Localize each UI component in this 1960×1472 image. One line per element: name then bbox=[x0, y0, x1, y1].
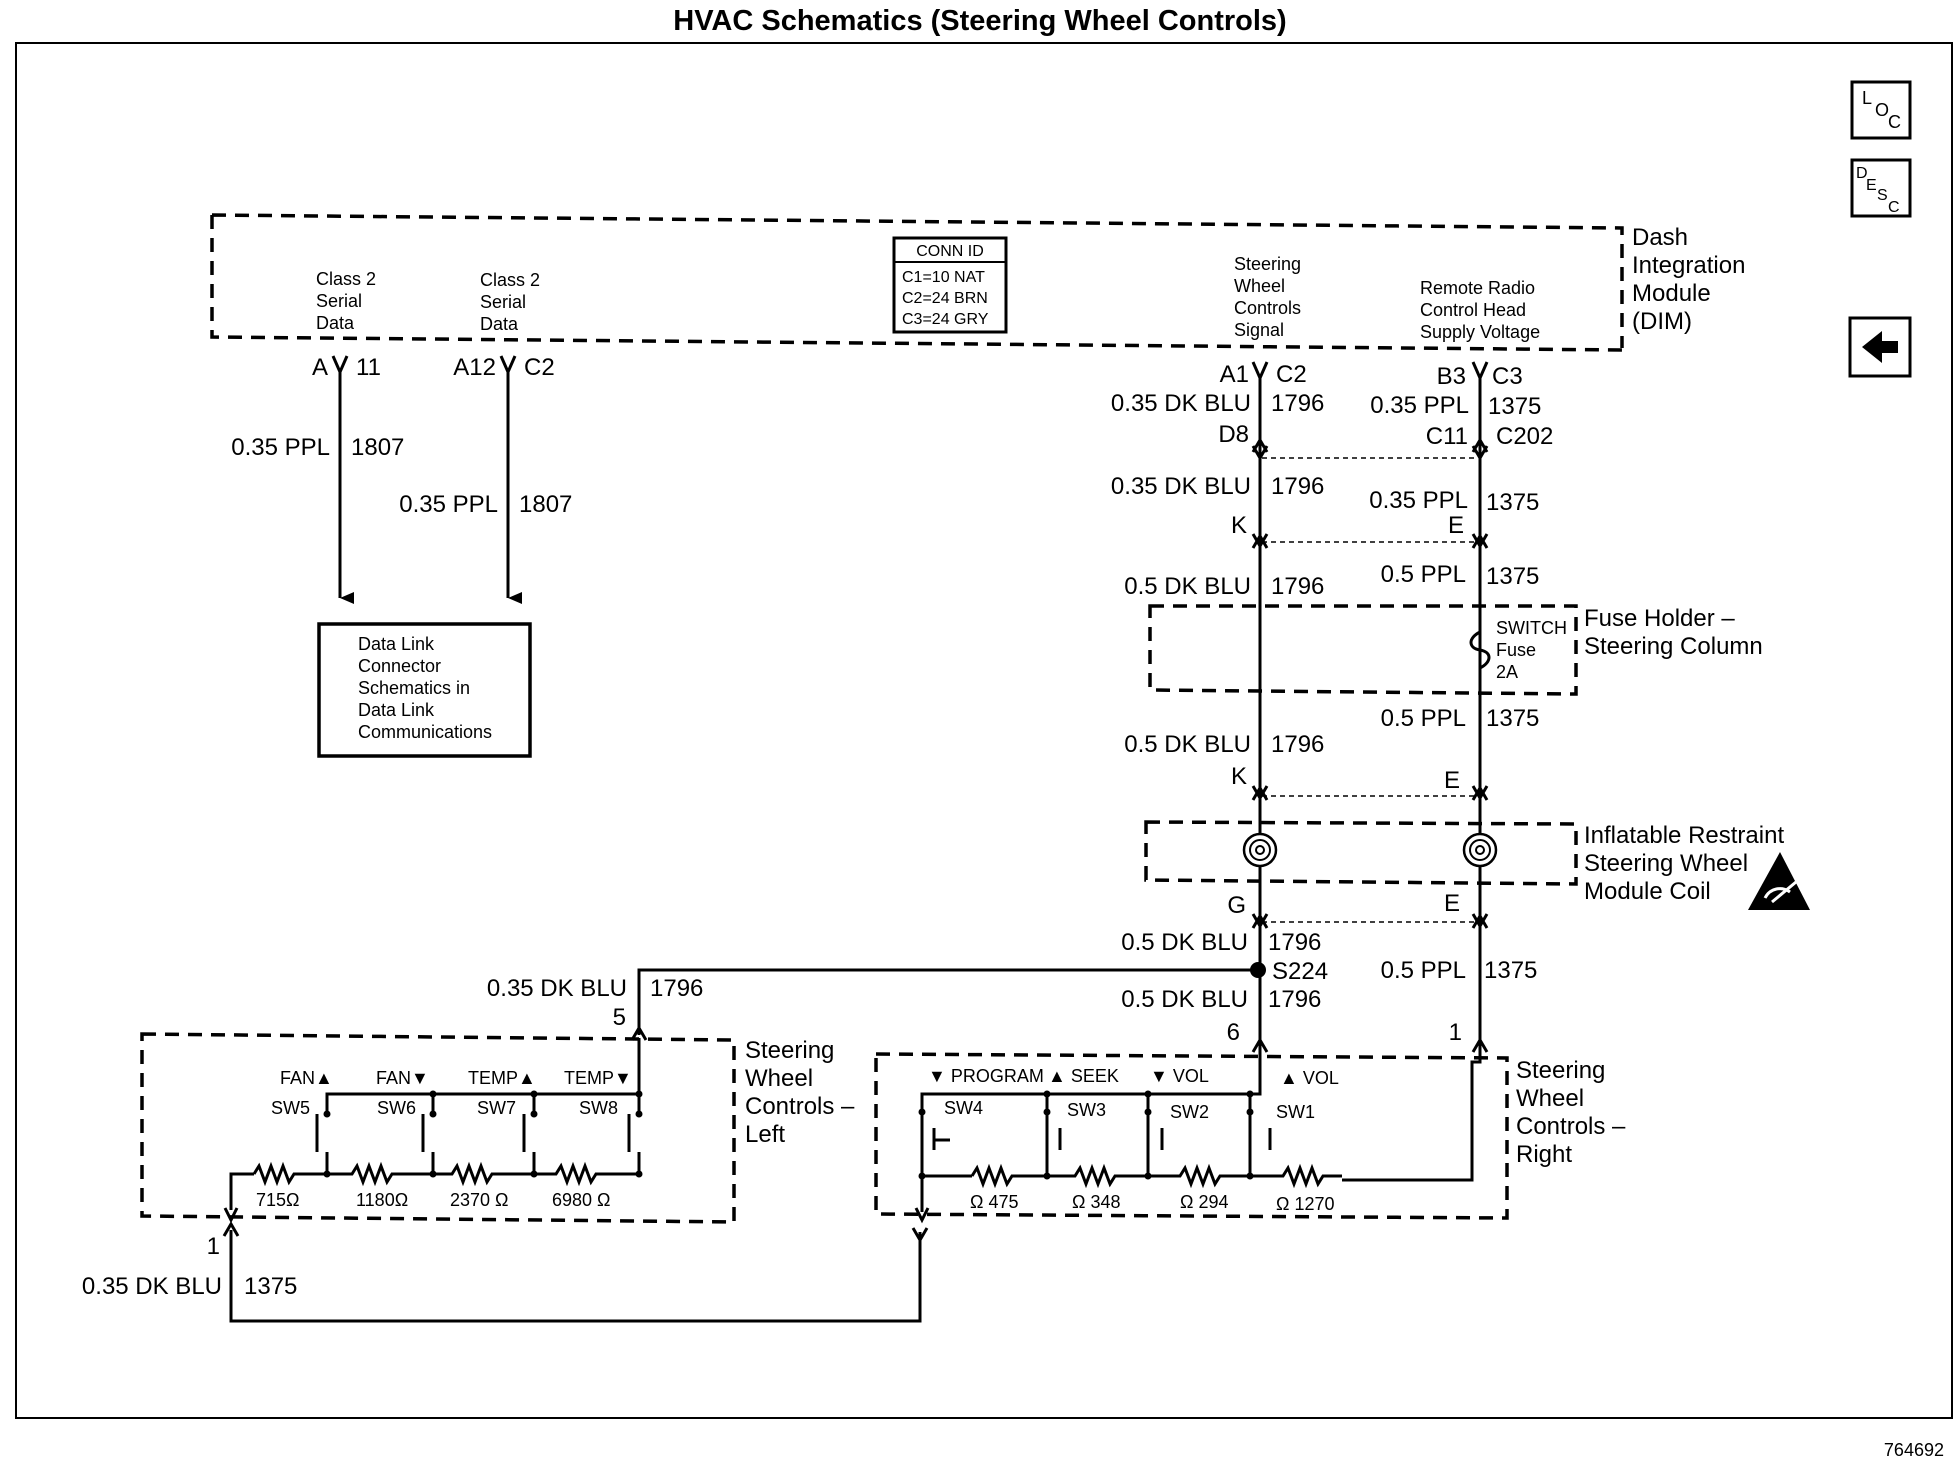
swc-conn-top: C2 bbox=[1276, 361, 1307, 388]
radio-circuit-5: 1375 bbox=[1484, 957, 1538, 984]
swc-pin-right: 6 bbox=[1226, 1019, 1240, 1046]
remote-radio-line3: Supply Voltage bbox=[1420, 322, 1541, 342]
class2-a-line2: Serial bbox=[316, 291, 363, 311]
remote-radio-line2: Control Head bbox=[1420, 300, 1527, 320]
sw4-id: SW4 bbox=[944, 1098, 984, 1118]
radio-gauge-4: 0.5 PPL bbox=[1380, 705, 1466, 732]
sw2-label: ▼ VOL bbox=[1150, 1066, 1209, 1086]
resistor-294 bbox=[1148, 1168, 1250, 1184]
class2-a-pin: A bbox=[311, 354, 328, 381]
resistor-348 bbox=[1047, 1168, 1148, 1184]
swc-left-name-3: Controls – bbox=[745, 1093, 855, 1120]
swc-circuit-1: 1796 bbox=[1271, 390, 1325, 417]
swc-left-module bbox=[142, 1034, 855, 1222]
loc-button[interactable] bbox=[1852, 82, 1910, 138]
conn-id-row-1: C1=10 NAT bbox=[902, 269, 985, 286]
class2-b-line2: Serial bbox=[480, 292, 527, 312]
swc-gauge-3: 0.5 DK BLU bbox=[1124, 573, 1251, 600]
swc-gauge-6: 0.5 DK BLU bbox=[1121, 986, 1248, 1013]
sw6-label: FAN▼ bbox=[376, 1068, 429, 1088]
fuse-line2: Fuse bbox=[1496, 640, 1537, 660]
class2-b-gauge: 0.35 PPL bbox=[399, 491, 498, 518]
swc-circuit-4: 1796 bbox=[1271, 731, 1325, 758]
swc-pin-top: A1 bbox=[1219, 361, 1249, 388]
resistor-475 bbox=[972, 1168, 1047, 1184]
data-link-line4: Data Link bbox=[358, 700, 435, 720]
switch-sw7 bbox=[450, 1068, 536, 1210]
resistor-6980 bbox=[534, 1166, 639, 1182]
swc-circuit-6: 1796 bbox=[1268, 986, 1322, 1013]
data-link-line3: Schematics in bbox=[358, 678, 471, 698]
return-wire bbox=[82, 1224, 927, 1321]
sw1-label: ▲ VOL bbox=[1280, 1068, 1339, 1088]
sw2-id: SW2 bbox=[1170, 1102, 1210, 1122]
swc-pin-c202: D8 bbox=[1218, 421, 1249, 448]
return-circuit: 1375 bbox=[244, 1273, 298, 1300]
radio-pin-e3: E bbox=[1443, 890, 1460, 917]
sw2-resistor: Ω 294 bbox=[1180, 1192, 1229, 1212]
dim-name-line2: Integration bbox=[1632, 252, 1746, 279]
sw6-resistor: 1180Ω bbox=[356, 1190, 409, 1210]
sw3-id: SW3 bbox=[1067, 1100, 1107, 1120]
dim-name-line3: Module bbox=[1632, 280, 1711, 307]
class2-wire-a bbox=[231, 354, 404, 598]
sw8-resistor: 6980 Ω bbox=[552, 1190, 611, 1210]
swc-right-name-1: Steering bbox=[1516, 1057, 1606, 1084]
fuse-line3: 2A bbox=[1496, 662, 1519, 682]
radio-gauge-3: 0.5 PPL bbox=[1380, 561, 1466, 588]
radio-gauge-2: 0.35 PPL bbox=[1369, 487, 1468, 514]
radio-pin-top: B3 bbox=[1436, 363, 1466, 390]
swc-signal-line4: Signal bbox=[1234, 320, 1285, 340]
conn-id-row-2: C2=24 BRN bbox=[902, 290, 988, 307]
sw5-id: SW5 bbox=[270, 1098, 310, 1118]
sw7-label: TEMP▲ bbox=[468, 1068, 536, 1088]
swc-signal-line1: Steering bbox=[1234, 254, 1302, 274]
dim-name-line1: Dash bbox=[1632, 224, 1689, 251]
sw1-resistor: Ω 1270 bbox=[1276, 1194, 1335, 1214]
class2-a-circuit: 1807 bbox=[351, 434, 405, 461]
resistor-1180 bbox=[327, 1166, 433, 1182]
radio-circuit-4: 1375 bbox=[1486, 705, 1540, 732]
sw3-label: ▲ SEEK bbox=[1048, 1066, 1119, 1086]
switch-sw3 bbox=[1047, 1066, 1121, 1212]
return-pin: 1 bbox=[206, 1233, 220, 1260]
switch-sw4 bbox=[922, 1066, 1044, 1212]
swc-pin-g: G bbox=[1227, 892, 1246, 919]
remote-radio-line1: Remote Radio bbox=[1420, 278, 1536, 298]
sw5-resistor: 715Ω bbox=[256, 1190, 300, 1210]
radio-gauge-1: 0.35 PPL bbox=[1370, 392, 1469, 419]
swc-left-circuit: 1796 bbox=[650, 975, 704, 1002]
desc-letter-s: S bbox=[1877, 187, 1888, 204]
sw1-id: SW1 bbox=[1276, 1102, 1316, 1122]
swc-right-name-4: Right bbox=[1516, 1141, 1573, 1168]
swc-left-gauge: 0.35 DK BLU bbox=[486, 975, 627, 1002]
swc-left-name-4: Left bbox=[745, 1121, 786, 1148]
coil-name-1: Inflatable Restraint bbox=[1584, 822, 1785, 849]
coil-name-2: Steering Wheel bbox=[1584, 850, 1749, 877]
dim-module bbox=[212, 215, 1745, 350]
fuse-holder-name-2: Steering Column bbox=[1584, 633, 1763, 660]
switch-sw2 bbox=[1148, 1066, 1229, 1212]
sw4-resistor: Ω 475 bbox=[970, 1192, 1019, 1212]
sw8-id: SW8 bbox=[578, 1098, 618, 1118]
radio-circuit-3: 1375 bbox=[1486, 563, 1540, 590]
coil-symbol-right bbox=[1464, 834, 1496, 866]
class2-b-circuit: 1807 bbox=[519, 491, 573, 518]
conn-id-table bbox=[894, 238, 1006, 332]
swc-gauge-4: 0.5 DK BLU bbox=[1124, 731, 1251, 758]
back-button[interactable] bbox=[1850, 318, 1910, 376]
radio-pin-c202: C11 bbox=[1425, 423, 1468, 450]
coil-name-3: Module Coil bbox=[1584, 878, 1711, 905]
radio-pin-e1: E bbox=[1447, 512, 1464, 539]
class2-b-line1: Class 2 bbox=[480, 270, 541, 290]
sw7-id: SW7 bbox=[476, 1098, 516, 1118]
resistor-715 bbox=[254, 1166, 327, 1182]
return-gauge: 0.35 DK BLU bbox=[81, 1273, 222, 1300]
swc-splice-label: S224 bbox=[1272, 958, 1329, 985]
conn-id-heading: CONN ID bbox=[916, 243, 984, 260]
sw3-resistor: Ω 348 bbox=[1072, 1192, 1121, 1212]
sw4-label: ▼ PROGRAM bbox=[928, 1066, 1044, 1086]
radio-gauge-5: 0.5 PPL bbox=[1380, 957, 1466, 984]
data-link-line2: Connector bbox=[358, 656, 442, 676]
data-link-box bbox=[319, 624, 530, 756]
airbag-warning-icon bbox=[1748, 852, 1810, 910]
loc-letter-o: O bbox=[1875, 100, 1890, 120]
fuse-holder bbox=[1150, 605, 1763, 694]
swc-circuit-5: 1796 bbox=[1268, 929, 1322, 956]
fuse-line1: SWITCH bbox=[1496, 618, 1567, 638]
data-link-line1: Data Link bbox=[358, 634, 435, 654]
class2-b-conn: C2 bbox=[524, 354, 555, 381]
switch-sw6 bbox=[356, 1068, 433, 1210]
desc-letter-d: D bbox=[1856, 165, 1868, 182]
swc-pin-k2: K bbox=[1230, 763, 1247, 790]
loc-letter-c: C bbox=[1888, 112, 1901, 132]
swc-pin-k1: K bbox=[1230, 512, 1247, 539]
page-title: HVAC Schematics (Steering Wheel Controls) bbox=[673, 5, 1287, 37]
class2-a-gauge: 0.35 PPL bbox=[231, 434, 330, 461]
swc-left-name-1: Steering bbox=[745, 1037, 835, 1064]
conn-id-row-3: C3=24 GRY bbox=[902, 311, 989, 328]
swc-signal-line3: Controls bbox=[1234, 298, 1302, 318]
class2-a-line3: Data bbox=[316, 313, 355, 333]
sw8-label: TEMP▼ bbox=[564, 1068, 632, 1088]
radio-conn-c202: C202 bbox=[1496, 423, 1554, 450]
radio-circuit-2: 1375 bbox=[1486, 489, 1540, 516]
desc-button[interactable] bbox=[1852, 160, 1910, 216]
figure-number: 764692 bbox=[1883, 1440, 1944, 1460]
fuse-holder-name-1: Fuse Holder – bbox=[1584, 605, 1735, 632]
switch-sw8 bbox=[552, 1068, 639, 1210]
sw7-resistor: 2370 Ω bbox=[450, 1190, 509, 1210]
class2-b-line3: Data bbox=[480, 314, 519, 334]
swc-signal-line2: Wheel bbox=[1234, 276, 1286, 296]
desc-letter-c: C bbox=[1888, 199, 1900, 216]
swc-left-pin: 5 bbox=[612, 1004, 626, 1031]
swc-right-name-3: Controls – bbox=[1516, 1113, 1626, 1140]
radio-conn-top: C3 bbox=[1492, 363, 1523, 390]
radio-pin-e2: E bbox=[1443, 767, 1460, 794]
swc-circuit-2: 1796 bbox=[1271, 473, 1325, 500]
swc-gauge-1: 0.35 DK BLU bbox=[1110, 390, 1251, 417]
class2-a-conn: 11 bbox=[356, 354, 381, 381]
class2-a-line1: Class 2 bbox=[316, 269, 377, 289]
swc-left-name-2: Wheel bbox=[745, 1065, 814, 1092]
switch-sw1 bbox=[1250, 1068, 1339, 1214]
data-link-line5: Communications bbox=[358, 722, 493, 742]
sw5-label: FAN▲ bbox=[280, 1068, 333, 1088]
sw6-id: SW6 bbox=[376, 1098, 416, 1118]
swc-gauge-2: 0.35 DK BLU bbox=[1110, 473, 1251, 500]
swc-signal-wire bbox=[487, 361, 1328, 1052]
desc-letter-e: E bbox=[1866, 177, 1877, 194]
coil-symbol-left bbox=[1244, 834, 1276, 866]
class2-wire-b bbox=[399, 354, 572, 598]
dim-name-line4: (DIM) bbox=[1632, 308, 1692, 335]
swc-right-module bbox=[876, 1048, 1626, 1220]
resistor-1270 bbox=[1250, 1168, 1342, 1184]
radio-pin-right: 1 bbox=[1448, 1019, 1462, 1046]
switch-sw5 bbox=[256, 1068, 333, 1210]
resistor-2370 bbox=[433, 1166, 534, 1182]
radio-circuit-1: 1375 bbox=[1488, 393, 1542, 420]
loc-letter-l: L bbox=[1862, 88, 1873, 108]
swc-right-name-2: Wheel bbox=[1516, 1085, 1585, 1112]
class2-b-pin: A12 bbox=[453, 354, 496, 381]
swc-circuit-3: 1796 bbox=[1271, 573, 1325, 600]
swc-gauge-5: 0.5 DK BLU bbox=[1121, 929, 1248, 956]
